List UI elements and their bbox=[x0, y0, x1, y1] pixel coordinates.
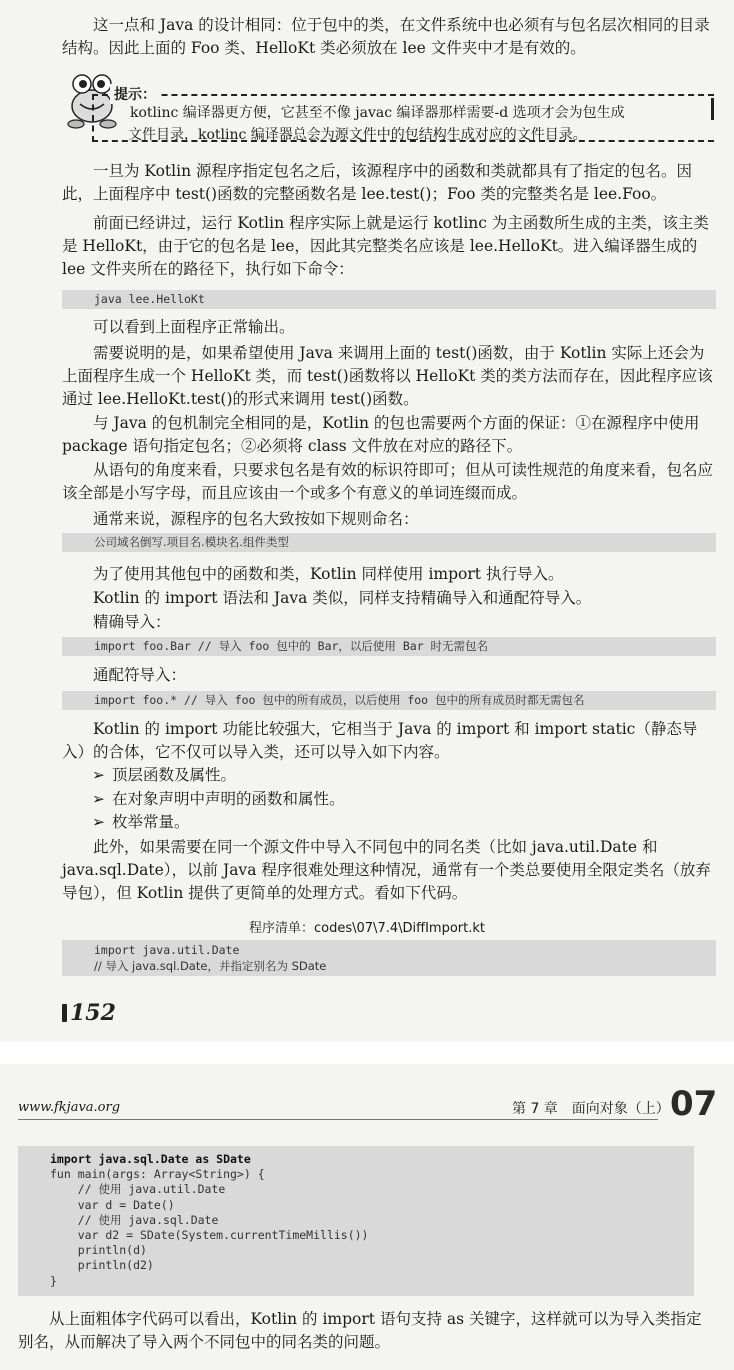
para-naming: 从语句的角度来看，只要求包名是有效的标识符即可；但从可读性规范的角度来看，包名应该全部是小写字母，而且应该由一个或多个有意义的单词连缀而成。 bbox=[62, 461, 714, 502]
code-line: // 使用 java.sql.Date bbox=[50, 1212, 219, 1227]
para-import-1: 为了使用其他包中的函数和类，Kotlin 同样使用 import 执行导入。 bbox=[93, 565, 564, 583]
bullet-arrow-icon: ➢ bbox=[92, 790, 105, 808]
para-output: 可以看到上面程序正常输出。 bbox=[93, 318, 295, 336]
code-listing-start bbox=[62, 940, 716, 976]
code-naming-rule: 公司域名倒写.项目名.模块名.组件类型 bbox=[62, 533, 716, 552]
tip-text bbox=[130, 102, 700, 146]
para-conclusion: 从上面粗体字代码可以看出，Kotlin 的 import 语句支持 as 关键字，这样就可以为导入类指定别名，从而解决了导入两个不同包中的同名类的问题。 bbox=[18, 1310, 702, 1351]
page-number: 152 bbox=[62, 1000, 116, 1026]
para-main-class: 前面已经讲过，运行 Kotlin 程序实际上就是运行 kotlinc 为主函数所生成的主类，该主类是 HelloKt，由于它的包名是 lee，因此其完整类名应该是 lee.HelloKt。进入编译器生成的 lee 文件夹所在的路径下，执行如下命令： bbox=[62, 214, 709, 278]
para-exact-import: 精确导入： bbox=[93, 613, 171, 631]
para-java-call: 需要说明的是，如果希望使用 Java 来调用上面的 test()函数，由于 Kotlin 实际上还会为上面程序生成一个 HelloKt 类，而 test()函数将以 HelloKt 类的类方法而存在，因此程序应该通过 lee.HelloKt.test()的形式来调用 test()函数。 bbox=[62, 344, 713, 408]
code-line: } bbox=[50, 1273, 57, 1288]
code-line: import java.util.Date bbox=[94, 943, 240, 957]
code-line: // 使用 java.util.Date bbox=[50, 1182, 226, 1197]
bullet-text: 顶层函数及属性。 bbox=[112, 766, 237, 784]
tip-label: 提示： bbox=[110, 84, 160, 104]
intro-paragraph: 这一点和 Java 的设计相同：位于包中的类，在文件系统中也必须有与包名层次相同的目录结构。因此上面的 Foo 类、HelloKt 类必须放在 lee 文件夹中才是有效的。 bbox=[62, 16, 710, 57]
listing-caption: 程序清单：codes\07\7.4\DiffImport.kt bbox=[249, 921, 485, 936]
code-line-bold: import java.sql.Date as SDate bbox=[50, 1152, 251, 1166]
bullet-item bbox=[92, 811, 190, 833]
bullet-arrow-icon: ➢ bbox=[92, 813, 105, 831]
para-same-name-classes: 此外，如果需要在同一个源文件中导入不同包中的同名类（比如 java.util.Date 和 java.sql.Date），以前 Java 程序很难处理这种情况，通常有一个类总要使用全限定类名（放弃导包），但 Kotlin 提供了更简单的处理方式。看如下代码。 bbox=[62, 838, 711, 902]
bullet-arrow-icon: ➢ bbox=[92, 766, 105, 784]
header-url: www.fkjava.org bbox=[18, 1100, 121, 1115]
para-wildcard-import: 通配符导入： bbox=[93, 666, 187, 684]
code-line: var d = Date() bbox=[50, 1197, 175, 1212]
para-package-name: 一旦为 Kotlin 源程序指定包名之后，该源程序中的函数和类就都具有了指定的包名。因此，上面程序中 test()函数的完整函数名是 lee.test()；Foo 类的完整类名是 lee.Foo。 bbox=[62, 162, 692, 203]
tip-box bbox=[92, 84, 714, 142]
bullet-text: 在对象声明中声明的函数和属性。 bbox=[112, 790, 345, 808]
tip-bar bbox=[711, 98, 714, 120]
code-line: // 导入 java.sql.Date，并指定别名为 SDate bbox=[94, 959, 327, 973]
para-guarantee: 与 Java 的包机制完全相同的是，Kotlin 的包也需要两个方面的保证：①在源程序中使用 package 语句指定包名；②必须将 class 文件放在对应的路径下。 bbox=[62, 414, 700, 455]
header-chapter-number: 07 bbox=[670, 1084, 718, 1124]
header-chapter: 第 7 章 面向对象（上） bbox=[512, 1101, 670, 1117]
para-import-2: Kotlin 的 import 语法和 Java 类似，同样支持精确导入和通配符导入。 bbox=[93, 589, 592, 607]
bullet-text: 枚举常量。 bbox=[112, 813, 190, 831]
code-wildcard-import: import foo.* // 导入 foo 包中的所有成员，以后使用 foo 包中的所有成员时都无需包名 bbox=[62, 691, 716, 710]
code-line: var d2 = SDate(System.currentTimeMillis()) bbox=[50, 1228, 369, 1243]
code-listing-body bbox=[18, 1146, 694, 1296]
bullet-item bbox=[92, 764, 236, 786]
code-line: println(d) bbox=[50, 1243, 147, 1258]
tip-line-1: kotlinc 编译器更方便，它甚至不像 javac 编译器那样需要-d 选项才会为包生成 bbox=[130, 105, 625, 121]
code-run-command: java lee.HelloKt bbox=[62, 290, 716, 309]
code-line: println(d2) bbox=[50, 1258, 154, 1273]
tip-line-2: 文件目录，kotlinc 编译器总会为源文件中的包结构生成对应的文件目录。 bbox=[128, 127, 587, 143]
bullet-item bbox=[92, 788, 345, 810]
header-rule bbox=[18, 1119, 658, 1120]
code-exact-import: import foo.Bar // 导入 foo 包中的 Bar，以后使用 Bar 时无需包名 bbox=[62, 637, 716, 656]
book-page-153 bbox=[0, 1064, 734, 1370]
para-import-powerful: Kotlin 的 import 功能比较强大，它相当于 Java 的 import 和 import static（静态导入）的合体，它不仅可以导入类，还可以导入如下内容。 bbox=[62, 720, 698, 761]
page-gap bbox=[0, 1042, 734, 1064]
code-line: fun main(args: Array<String>) { bbox=[50, 1167, 265, 1182]
para-rule: 通常来说，源程序的包名大致按如下规则命名： bbox=[93, 510, 419, 528]
